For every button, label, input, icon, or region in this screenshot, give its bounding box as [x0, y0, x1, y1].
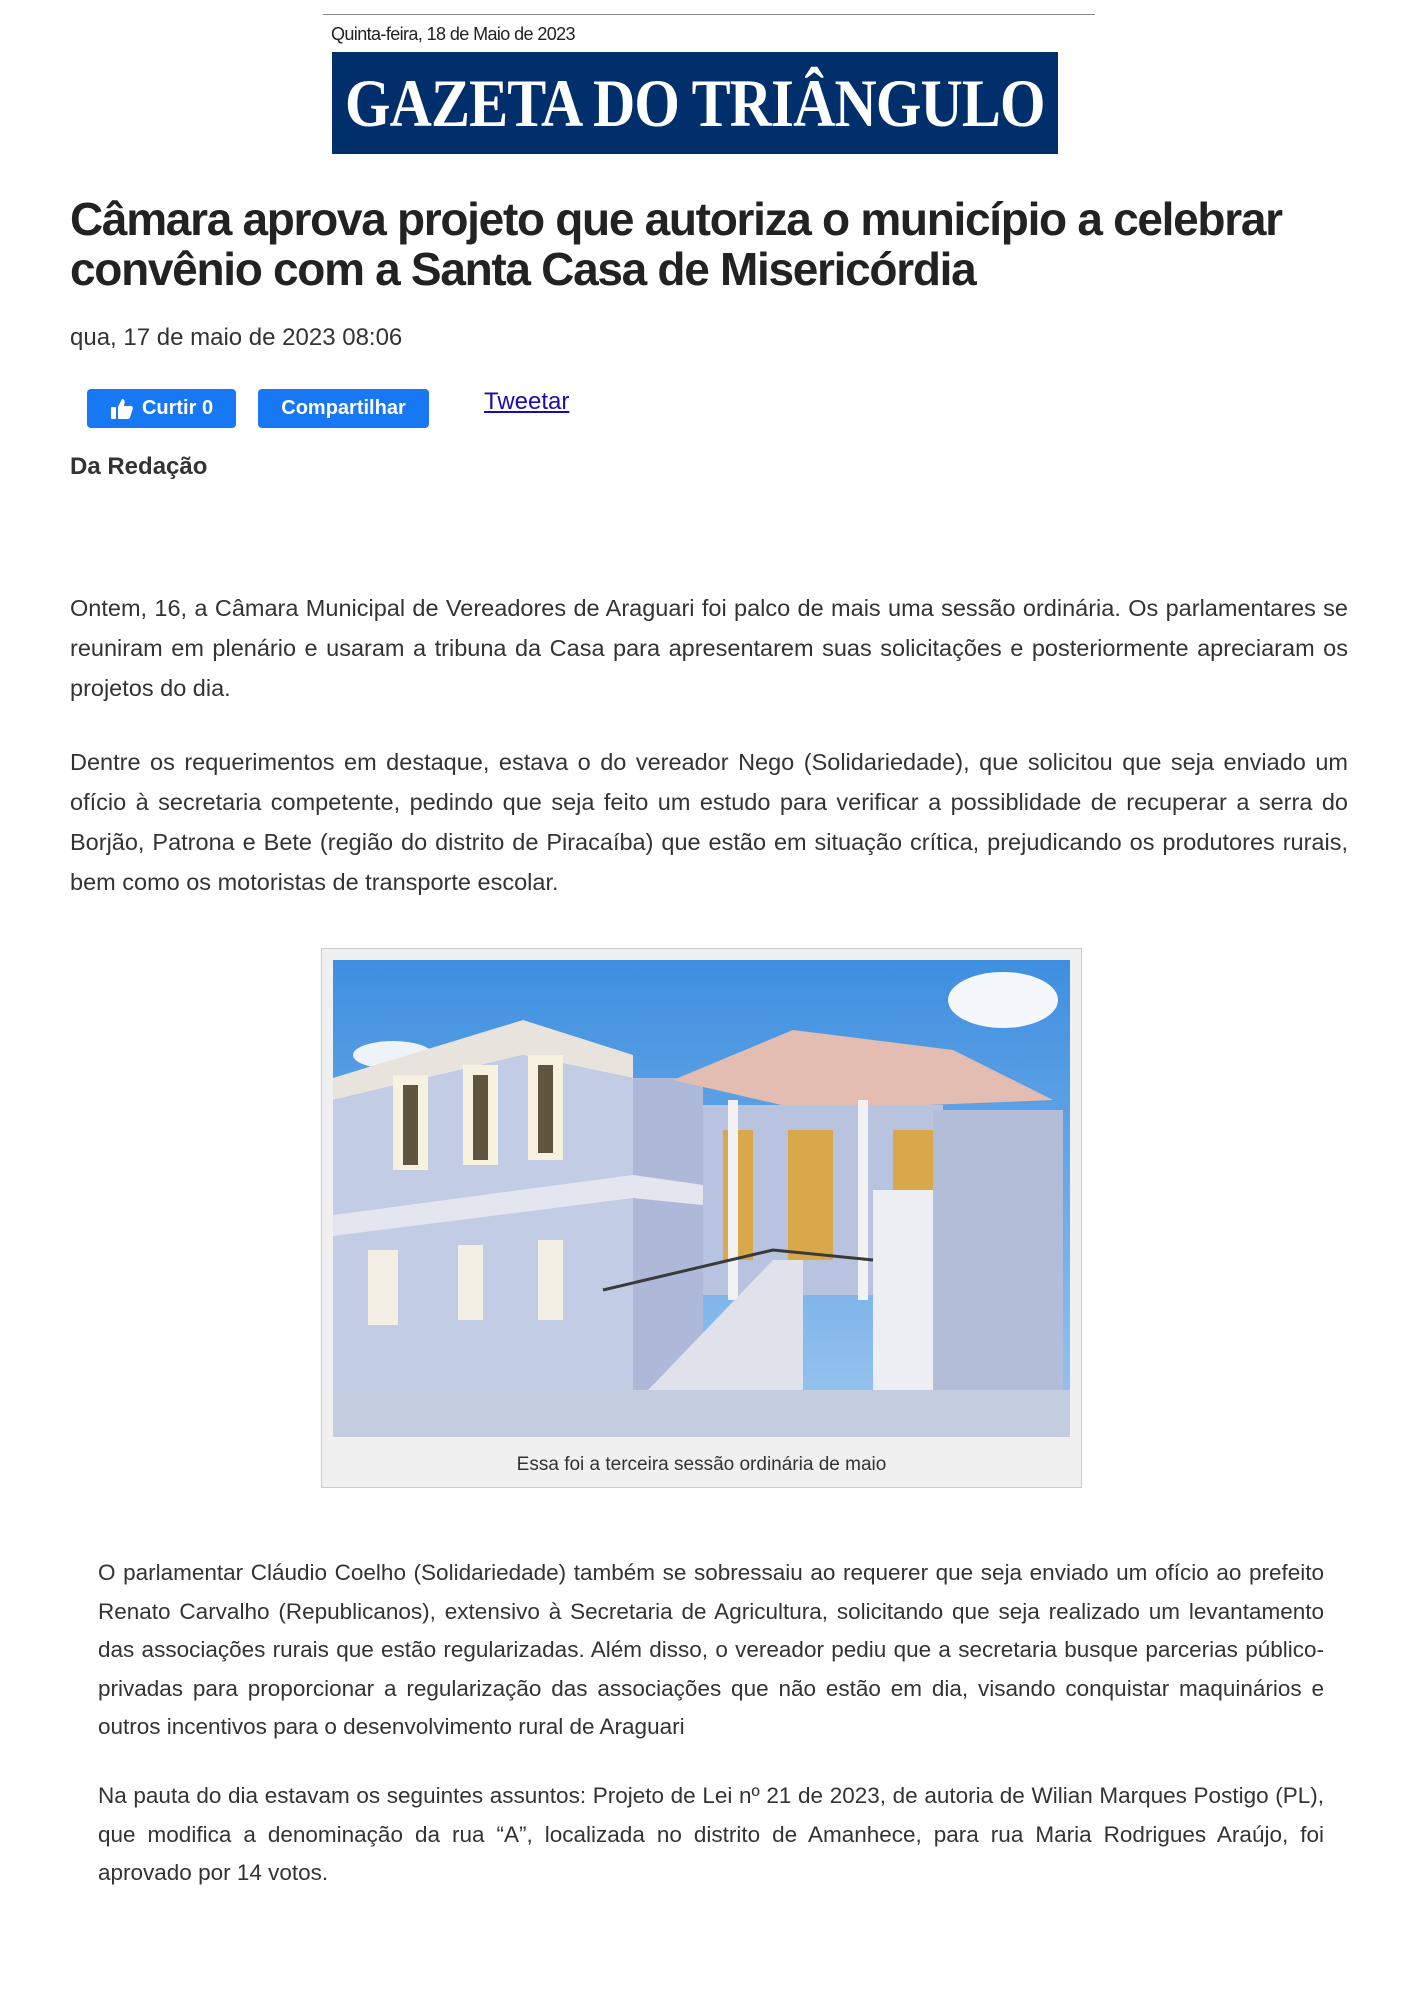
- article-paragraph: Na pauta do dia estavam os seguintes assuntos: Projeto de Lei nº 21 de 2023, de autoria de Wilian Marques Postigo (PL), que modifica a denominação da rua “A”, localizada no distrito de Amanhece, para rua Maria Rodrigues Araújo, foi aprovado por 14 votos.: [98, 1783, 1324, 1885]
- share-label: Compartilhar: [281, 397, 406, 419]
- article-figure: [321, 948, 1082, 1488]
- article-paragraph: O parlamentar Cláudio Coelho (Solidariedade) também se sobressaiu ao requerer que seja enviado um ofício ao prefeito Renato Carvalho (Republicanos), extensivo à Secretaria de Agricultura, solicitando que seja realizado um levantamento das associações rurais que estão regularizadas. Além disso, o vereador pediu que a secretaria busque parcerias público-privadas para proporcionar a regularização das associações que não estão em dia, visando conquistar maquinários e outros incentivos para o desenvolvimento rural de Araguari: [98, 1560, 1324, 1739]
- publish-date: qua, 17 de maio de 2023 08:06: [70, 324, 403, 351]
- figure-caption: Essa foi a terceira sessão ordinária de maio: [516, 1454, 887, 1475]
- masthead: [323, 14, 1095, 141]
- masthead-rule: [323, 14, 1095, 15]
- article-paragraph: Ontem, 16, a Câmara Municipal de Vereadores de Araguari foi palco de mais uma sessão ordinária. Os parlamentares se reuniram em plenário e usaram a tribuna da Casa para apresentarem suas solicitações e posteriormente apreciaram os projetos do dia.: [70, 595, 1348, 701]
- facebook-like-button[interactable]: [87, 389, 236, 428]
- logo-text: GAZETA DO TRIÂNGULO: [345, 64, 1045, 141]
- newspaper-logo[interactable]: [332, 52, 1058, 154]
- facebook-share-button[interactable]: [258, 389, 429, 428]
- tweet-link[interactable]: Tweetar: [484, 388, 570, 415]
- masthead-date: Quinta-feira, 18 de Maio de 2023: [331, 24, 575, 44]
- building-photo: [333, 960, 1070, 1437]
- byline: Da Redação: [70, 453, 208, 480]
- article-paragraph: Dentre os requerimentos em destaque, estava o do vereador Nego (Solidariedade), que solicitou que seja enviado um ofício à secretaria competente, pedindo que seja feito um estudo para verificar a possiblidade de recuperar a serra do Borjão, Patrona e Bete (região do distrito de Piracaíba) que estão em situação crítica, prejudicando os produtores rurais, bem como os motoristas de transporte escolar.: [70, 749, 1348, 895]
- like-label: Curtir 0: [141, 397, 214, 419]
- thumbs-up-icon: [110, 397, 134, 421]
- article-headline: Câmara aprova projeto que autoriza o município a celebrar convênio com a Santa Casa de Misericórdia: [70, 193, 1282, 295]
